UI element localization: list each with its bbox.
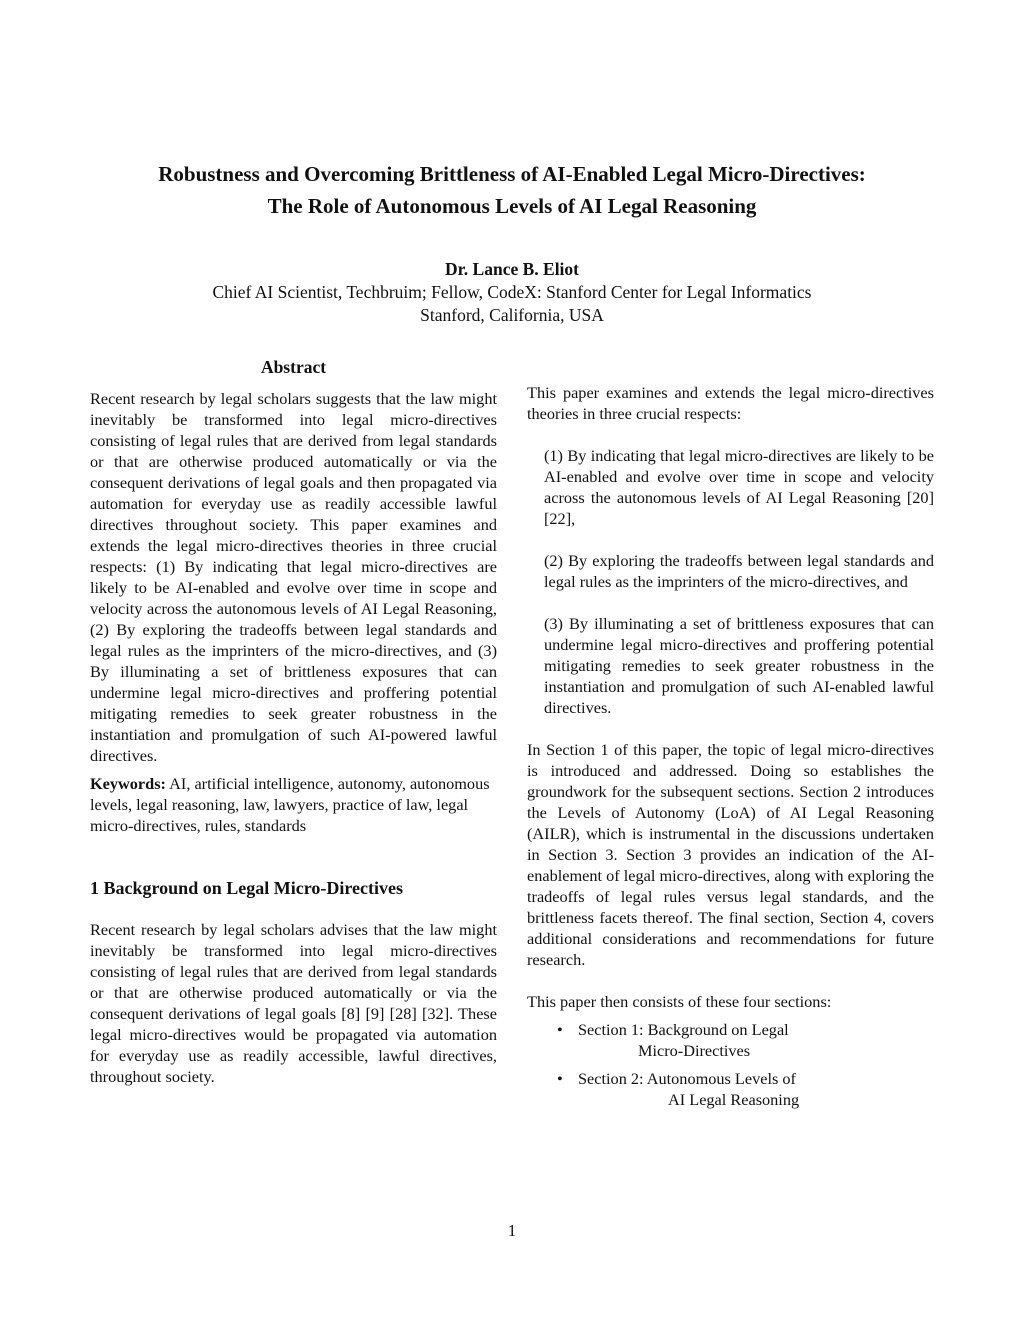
abstract-text: Recent research by legal scholars suggests that the law might inevitably be transformed into legal micro-directives consisting of legal rules that are derived from legal standards or that are otherwise produced automatically or via the consequent derivations of legal goals and then propagated via automation for everyday use as readily accessible lawful directives throughout society. This paper examines and extends the legal micro-directives theories in three crucial respects: (1) By indicating that legal micro-directives are likely to be AI-enabled and evolve over time in scope and velocity across the autonomous levels of AI Legal Reasoning, (2) By exploring the tradeoffs between legal standards and legal rules as the imprinters of the micro-directives, and (3) By illuminating a set of brittleness exposures that can undermine legal micro-directives and proffering potential mitigating remedies to seek greater robustness in the instantiation and promulgation of such AI-powered lawful directives. <box>90 389 497 765</box>
abstract-heading: Abstract <box>260 357 327 377</box>
author-block <box>60 258 964 327</box>
section-1-heading: 1 Background on Legal Micro-Directives <box>90 878 403 898</box>
bullet-icon: • <box>557 1020 563 1039</box>
title-line-2: The Role of Autonomous Levels of AI Legal Reasoning <box>267 194 757 218</box>
contribution-point-1: (1) By indicating that legal micro-directives are likely to be AI-enabled and evolve over time in scope and velocity across the autonomous levels of AI Legal Reasoning [20] [22], <box>544 446 934 528</box>
list-item-continuation: Micro-Directives <box>638 1041 751 1060</box>
list-item <box>527 1019 934 1061</box>
keywords <box>90 773 497 836</box>
spacer <box>527 529 934 550</box>
author-location: Stanford, California, USA <box>420 305 604 325</box>
list-item-text: Section 1: Background on Legal <box>578 1020 789 1039</box>
author-affiliation: Chief AI Scientist, Techbruim; Fellow, CodeX: Stanford Center for Legal Informatics <box>212 282 812 302</box>
spacer <box>527 970 934 991</box>
spacer <box>527 424 934 445</box>
keywords-text: AI, artificial intelligence, autonomy, autonomous levels, legal reasoning, law, lawyers, practice of law, legal micro-directives, rules, standards <box>90 774 490 835</box>
overview-paragraph: In Section 1 of this paper, the topic of legal micro-directives is introduced and addressed. Doing so establishes the groundwork for the subsequent sections. Section 2 introduces the Levels of Autonomy (LoA) of AI Legal Reasoning (AILR), which is instrumental in the discussions undertaken in Section 3. Section 3 provides an indication of the AI-enablement of legal micro-directives, along with exploring the tradeoffs of legal rules versus legal standards, and the brittleness facets thereof. The final section, Section 4, covers additional considerations and recommendations for future research. <box>527 740 934 969</box>
spacer <box>527 592 934 613</box>
contribution-point-3: (3) By illuminating a set of brittleness exposures that can undermine legal micro-directives and proffering potential mitigating remedies to seek greater robustness in the instantiation and promulgation of such AI-enabled lawful directives. <box>544 614 934 717</box>
title-line-1: Robustness and Overcoming Brittleness of AI-Enabled Legal Micro-Directives: <box>158 162 866 186</box>
author-name: Dr. Lance B. Eliot <box>444 259 579 279</box>
sections-intro: This paper then consists of these four sections: <box>527 992 832 1011</box>
paper-title <box>60 158 964 222</box>
spacer <box>527 1012 934 1019</box>
bullet-icon: • <box>557 1069 563 1088</box>
contribution-point-2: (2) By exploring the tradeoffs between legal standards and legal rules as the imprinters of the micro-directives, and <box>544 551 934 591</box>
section-list <box>527 1019 934 1110</box>
list-item-continuation: AI Legal Reasoning <box>668 1090 800 1109</box>
keywords-label: Keywords: <box>90 774 166 793</box>
list-item-text: Section 2: Autonomous Levels of <box>578 1069 796 1088</box>
list-item <box>527 1068 934 1110</box>
page-number: 1 <box>507 1221 517 1240</box>
left-column <box>90 355 497 1087</box>
spacer <box>527 718 934 739</box>
intro-paragraph: This paper examines and extends the legal micro-directives theories in three crucial respects: <box>527 383 934 423</box>
right-column <box>527 382 934 1117</box>
section-1-paragraph: Recent research by legal scholars advises that the law might inevitably be transformed into legal micro-directives consisting of legal rules that are derived from legal standards or that are otherwise produced automatically or via the consequent derivations of legal goals [8] [9] [28] [32]. These legal micro-directives would be propagated via automation for everyday use as readily accessible, lawful directives, throughout society. <box>90 920 497 1086</box>
